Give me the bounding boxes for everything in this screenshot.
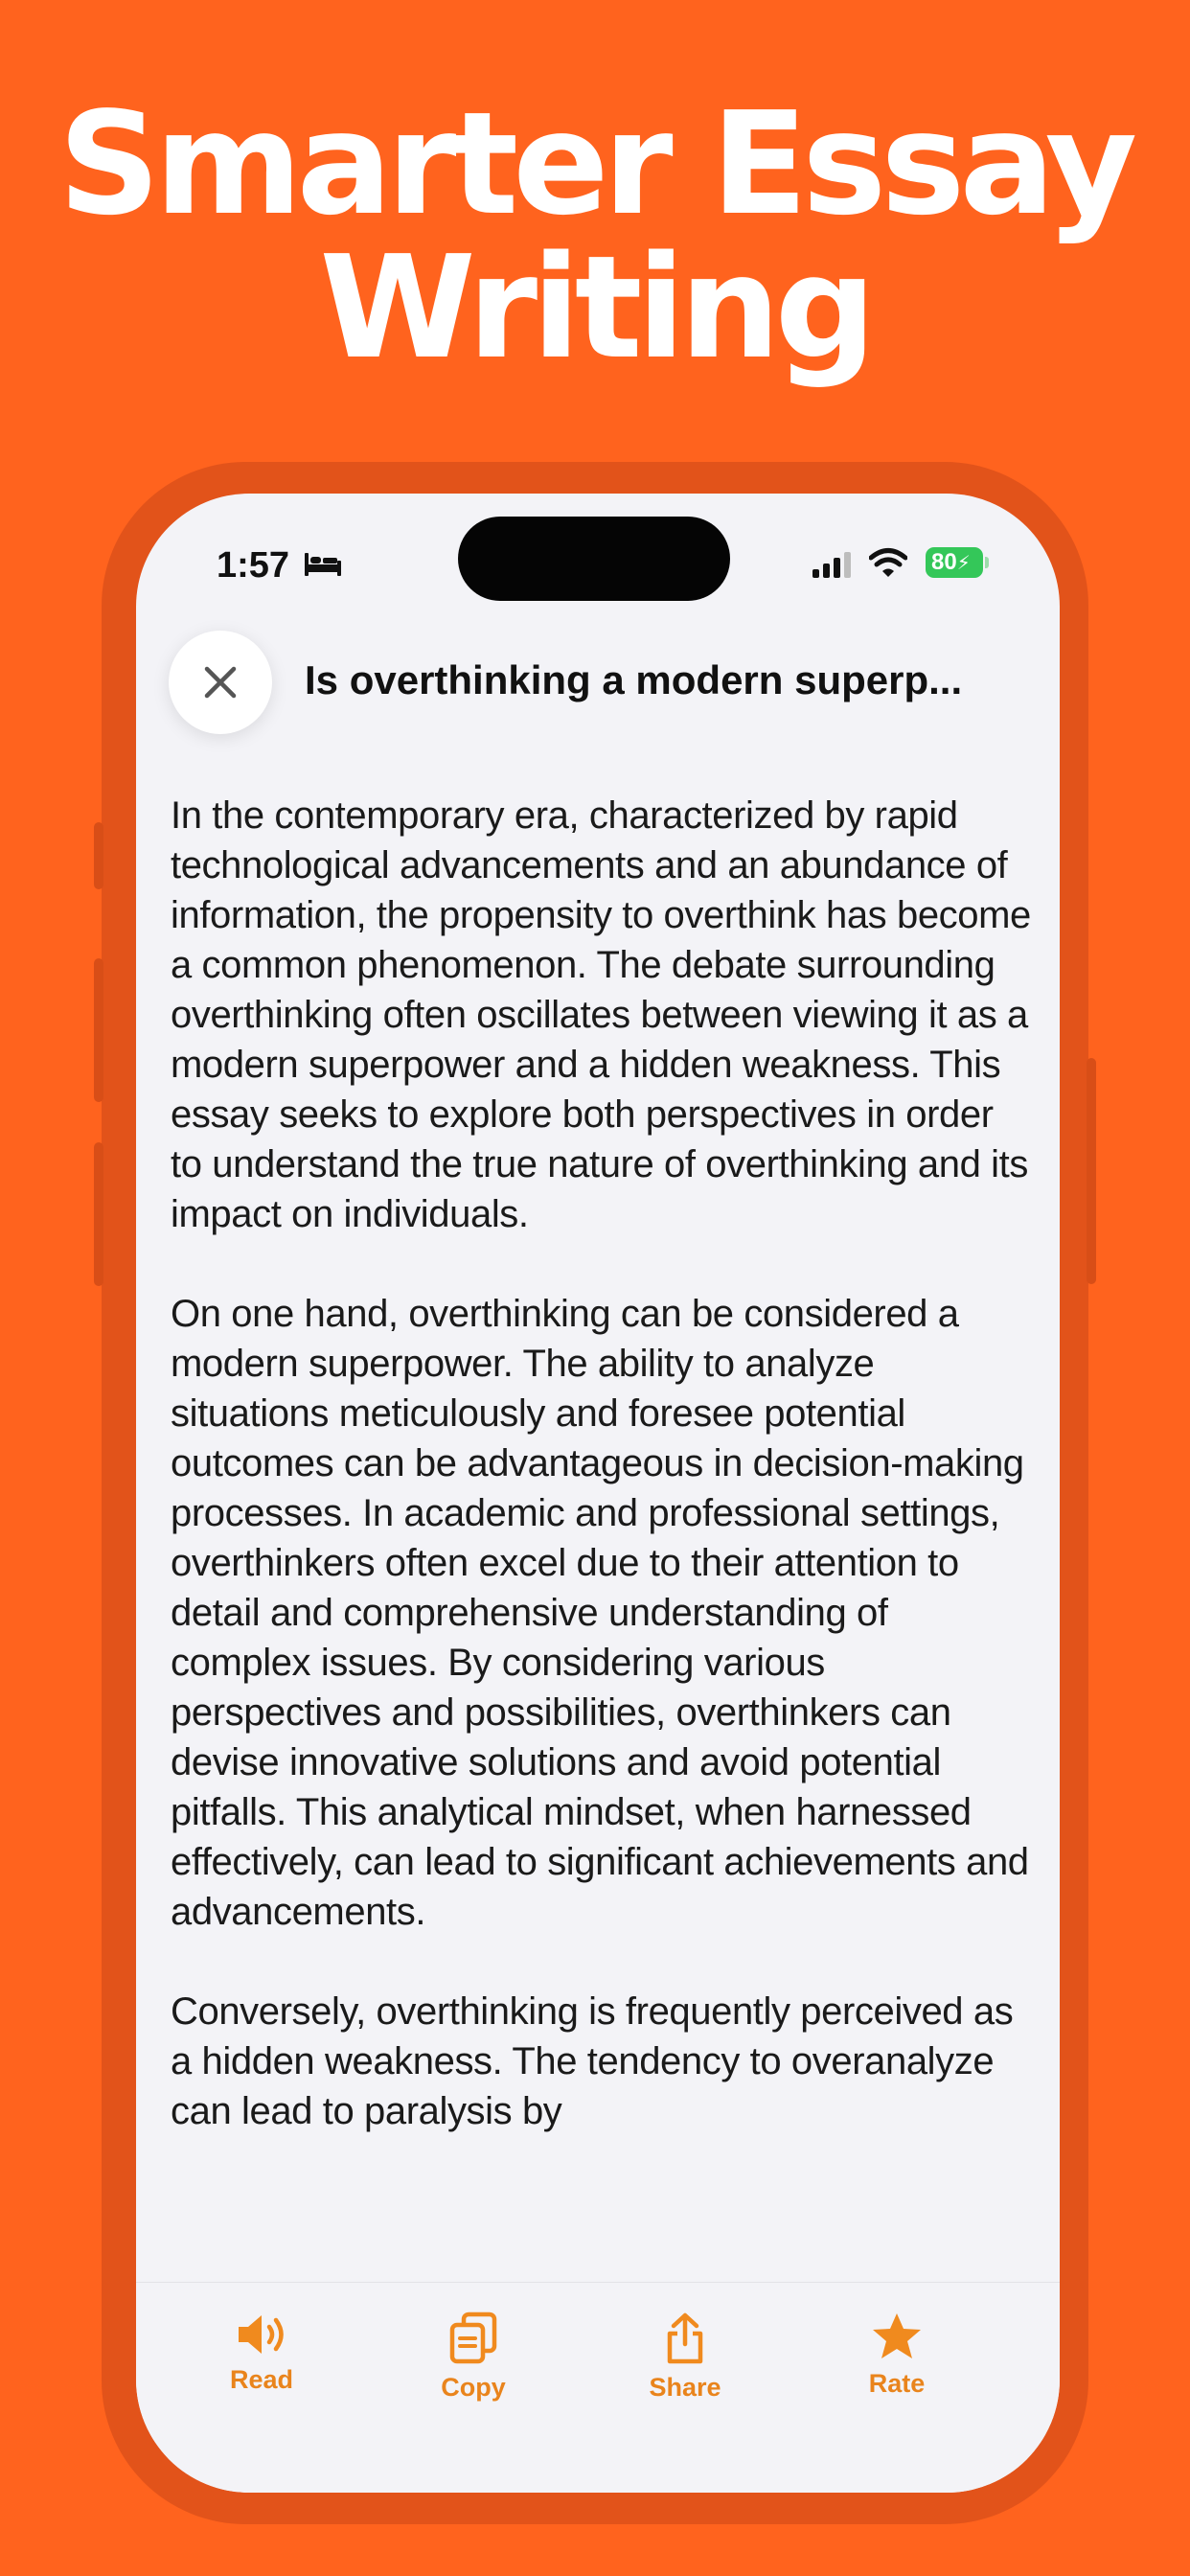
headline	[0, 81, 1190, 390]
phone-side-button-volume-down	[94, 1142, 103, 1286]
charging-bolt-icon: ⚡	[956, 553, 971, 574]
headline-line-2: Writing	[319, 225, 871, 390]
status-bar	[136, 494, 1060, 618]
speaker-icon	[235, 2312, 288, 2358]
rate-button[interactable]	[820, 2312, 973, 2399]
phone-side-button-mute	[94, 822, 103, 889]
essay-paragraph-2: On one hand, overthinking can be considered a modern superpower. The ability to analyze situations meticulously and foresee potential outcomes can be advantageous in decision-making processes. In academic and professional settings, overthinkers often excel due to their attention to detail and comprehensive understanding of complex issues. By considering various perspectives and possibilities, overthinkers can devise innovative solutions and avoid potential pitfalls. This analytical mindset, when harnessed effectively, can lead to significant achievements and advancements.	[171, 1293, 1029, 1933]
essay-body[interactable]	[171, 791, 1033, 2276]
battery-level: 80	[931, 549, 957, 575]
read-button[interactable]	[185, 2312, 338, 2395]
battery-tip	[985, 557, 989, 568]
copy-button[interactable]	[397, 2312, 550, 2403]
copy-label: Copy	[441, 2373, 506, 2402]
phone-screen	[136, 494, 1060, 2493]
share-label: Share	[649, 2373, 721, 2402]
status-time: 1:57	[217, 545, 290, 586]
star-icon	[870, 2312, 924, 2361]
read-label: Read	[229, 2365, 294, 2394]
close-button[interactable]	[169, 631, 272, 734]
bed-icon	[303, 549, 343, 578]
battery-icon	[926, 547, 983, 578]
dynamic-island	[458, 517, 730, 601]
essay-paragraph-3: Conversely, overthinking is frequently perceived as a hidden weakness. The tendency to overanalyze can lead to paralysis by	[171, 1990, 1014, 2132]
essay-title: Is overthinking a modern superp...	[305, 657, 963, 702]
share-icon	[662, 2312, 708, 2365]
share-button[interactable]	[608, 2312, 762, 2403]
rate-label: Rate	[868, 2369, 926, 2398]
headline-line-1: Smarter Essay	[57, 81, 1133, 246]
signal-icon	[812, 551, 852, 578]
bottom-toolbar	[136, 2282, 1060, 2493]
close-icon	[201, 663, 240, 702]
copy-icon	[448, 2312, 498, 2365]
wifi-icon	[869, 547, 907, 578]
phone-side-button-power	[1087, 1058, 1096, 1284]
essay-paragraph-1: In the contemporary era, characterized by rapid technological advancements and an abundance of information, the propensity to overthink has become a common phenomenon. The debate surrounding overthinking often oscillates between viewing it as a modern superpower and a hidden weakness. This essay seeks to explore both perspectives in order to understand the true nature of overthinking and its impact on individuals.	[171, 794, 1031, 1235]
phone-side-button-volume-up	[94, 958, 103, 1102]
